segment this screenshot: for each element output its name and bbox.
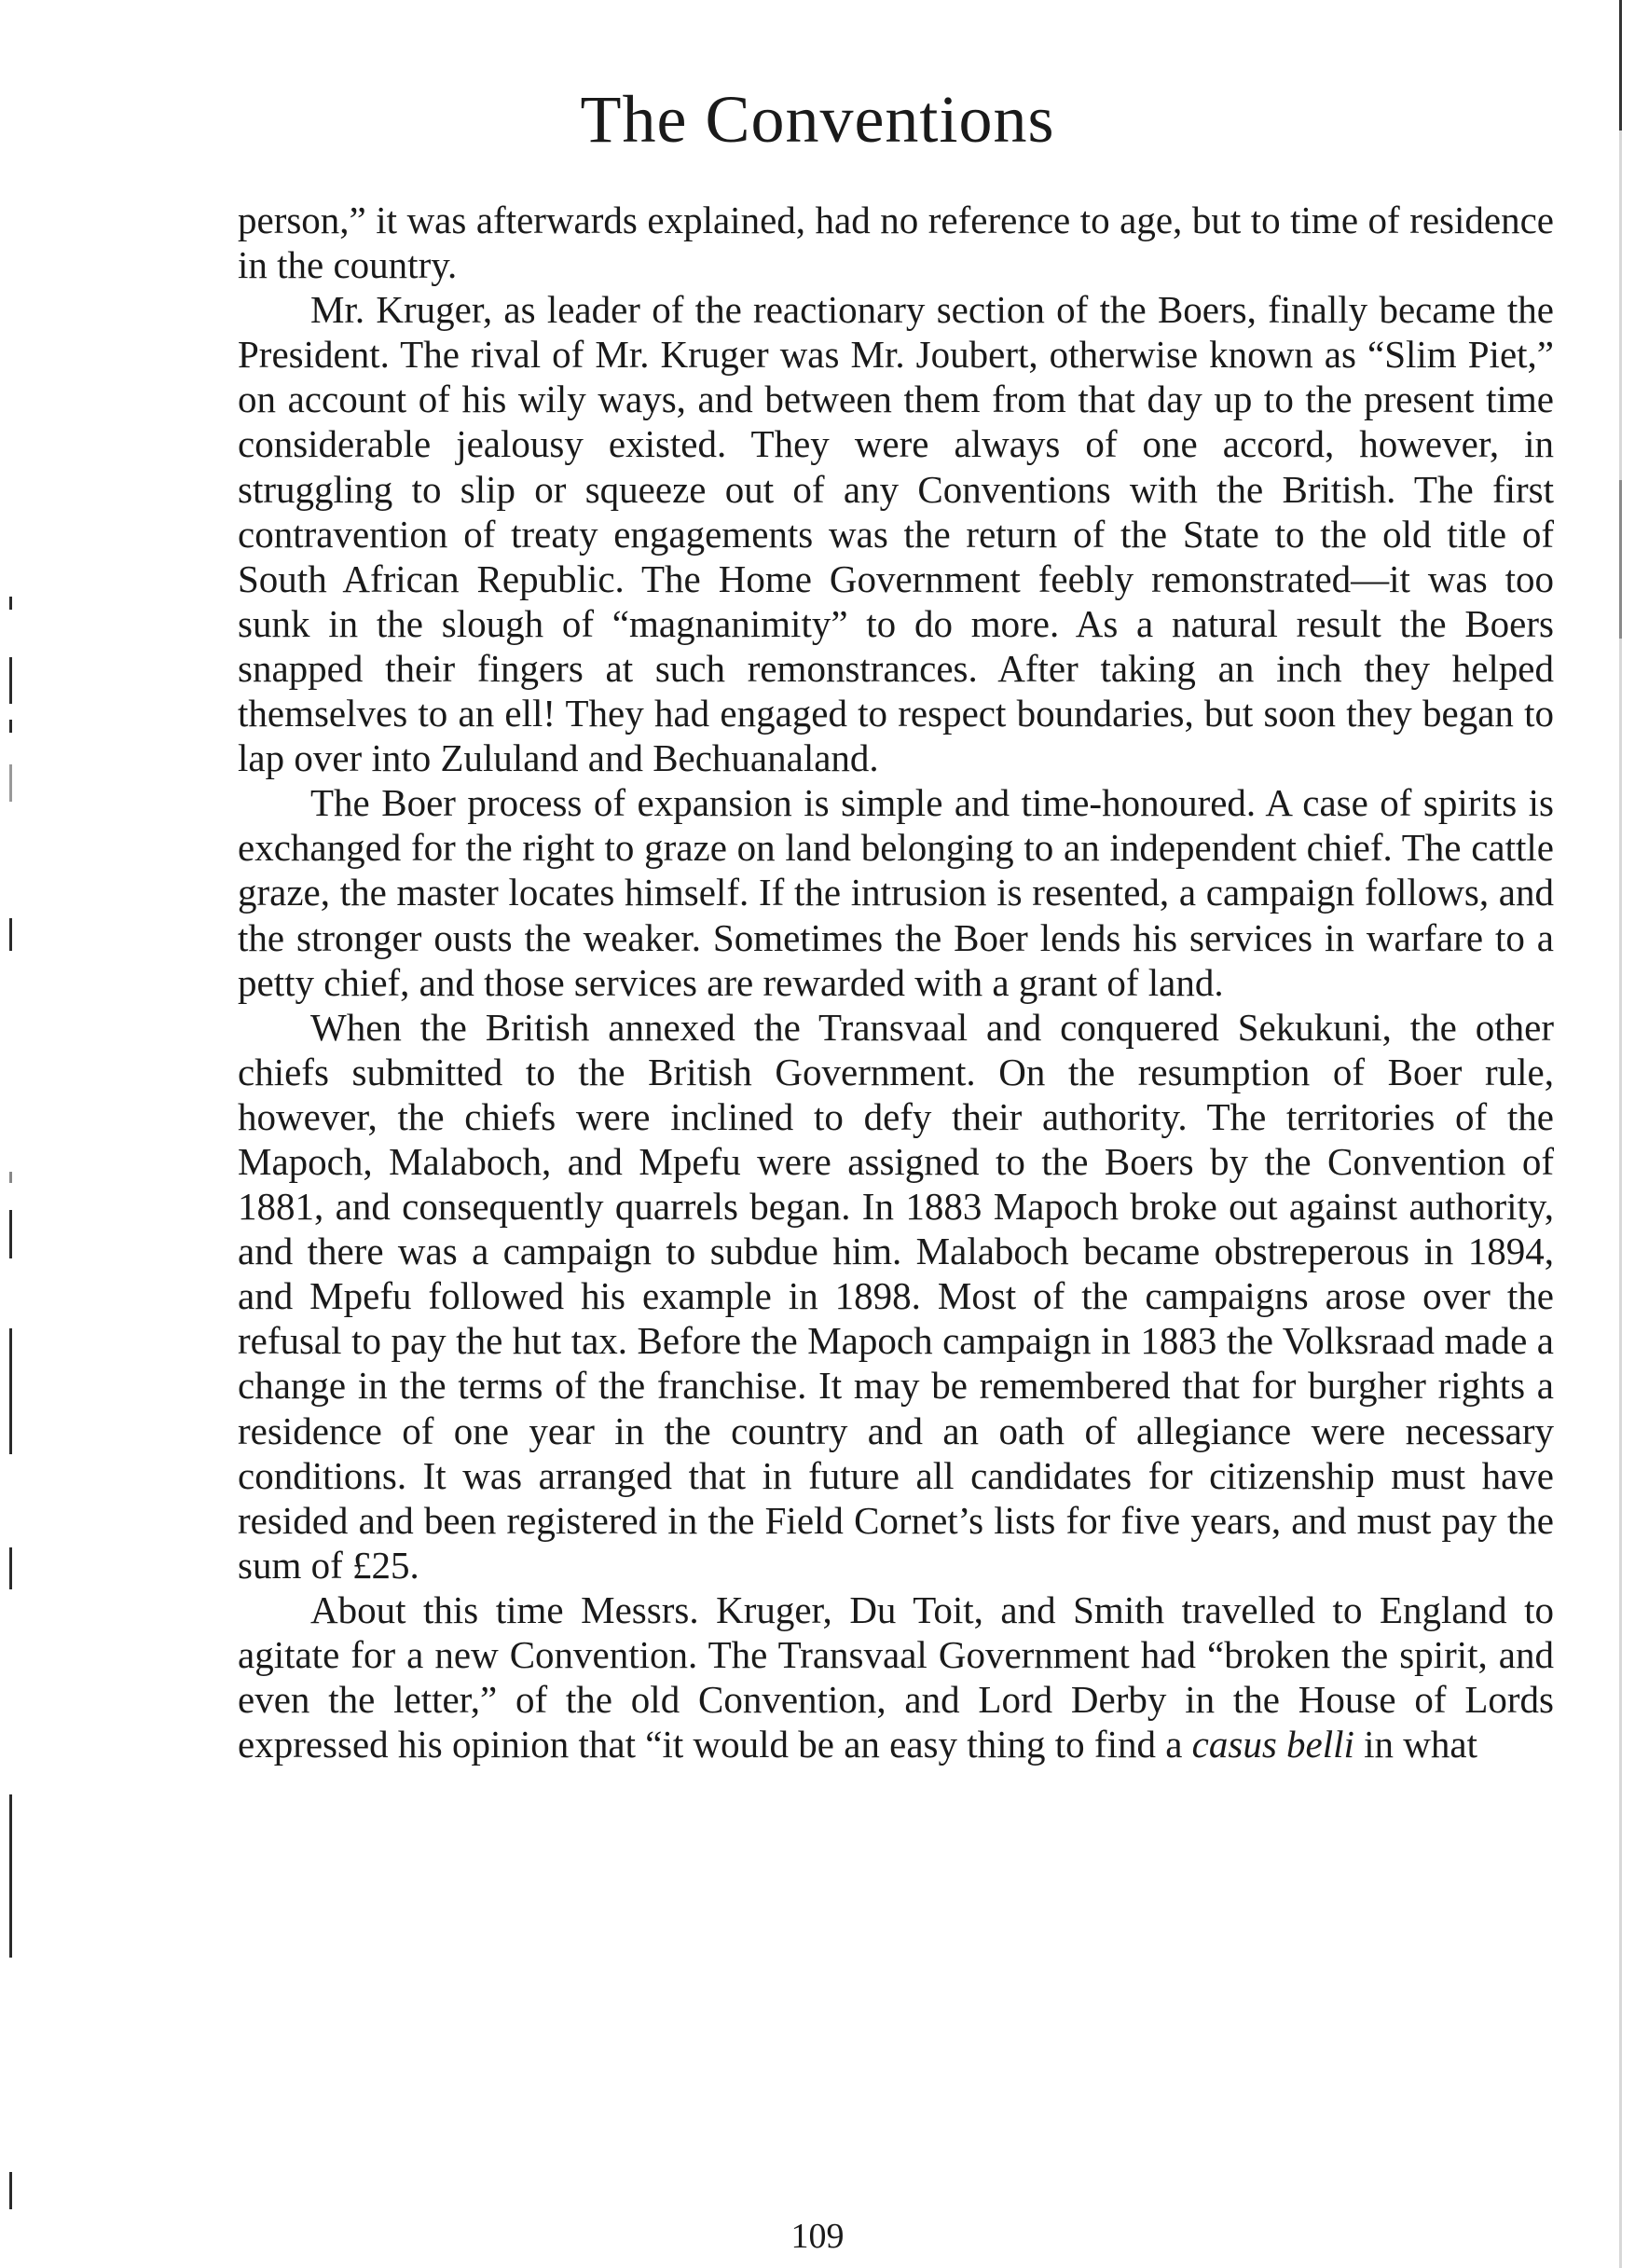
gutter-mark (9, 2172, 12, 2209)
gutter-mark (9, 1794, 12, 1958)
page-edge-line (1619, 0, 1622, 2268)
paragraph (238, 1588, 1554, 1766)
gutter-mark (9, 1172, 12, 1183)
running-head: The Conventions (580, 82, 1055, 157)
gutter-mark (9, 657, 12, 704)
gutter-mark (9, 720, 12, 733)
paragraph-continued: person,” it was afterwards explained, had no reference to age, but to time of residence in the country. (238, 199, 1554, 287)
page-number: 109 (790, 2217, 845, 2256)
page-edge-shadow (1619, 480, 1622, 639)
italic-phrase: casus belli (1191, 1723, 1354, 1766)
paragraph-text: in what (1353, 1723, 1477, 1766)
paragraph: When the British annexed the Transvaal and conquered Sekukuni, the other chiefs submitted to the British Government. On the resumption of Boer rule, however, the chiefs were inclined to defy their authority. The territories of the Mapoch, Malaboch, and Mpefu were assigned to the Boers by the Convention of 1881, and consequently quarrels began. In 1883 Mapoch broke out against authority, and there was a campaign to subdue him. Malaboch became obstreperous in 1894, and Mpefu followed his example in 1898. Most of the campaigns arose over the refusal to pay the hut tax. Before the Mapoch campaign in 1883 the Volksraad made a change in the terms of the franchise. It may be remembered that for burgher rights a residence of one year in the country and an oath of allegiance were necessary conditions. It was arranged that in future all candidates for citizenship must have resided and been registered in the Field Cornet’s lists for five years, and must pay the sum of £25. (238, 1005, 1554, 1587)
paragraph: The Boer process of expansion is simple and time-honoured. A case of spirits is exchanged for the right to graze on land belonging to an independent chief. The cattle graze, the master locates himself. If the intrusion is resented, a campaign follows, and the stronger ousts the weaker. Sometimes the Boer lends his services in warfare to a petty chief, and those services are rewarded with a grant of land. (238, 781, 1554, 1004)
gutter-mark (9, 597, 12, 610)
paragraph-text: About this time Messrs. Kruger, Du Toit, and Smith travelled to England to agitate for a new Convention. The Transvaal Government had “broken the spirit, and even the letter,” of the old Convention, and Lord Derby in the House of Lords expressed his opinion that “it would be an easy thing to find a (238, 1588, 1554, 1766)
gutter-mark (9, 1210, 12, 1258)
body-text (238, 198, 1554, 1766)
paragraph: Mr. Kruger, as leader of the reactionary section of the Boers, finally became the President. The rival of Mr. Kruger was Mr. Joubert, otherwise known as “Slim Piet,” on account of his wily ways, and between them from that day up to the present time considerable jealousy existed. They were always of one accord, however, in struggling to slip or squeeze out of any Conventions with the British. The first contravention of treaty engagements was the return of the State to the old title of South African Republic. The Home Government feebly remonstrated—it was too sunk in the slough of “magnanimity” to do more. As a natural result the Boers snapped their fingers at such remonstrances. After taking an inch they helped themselves to an ell! They had engaged to respect boundaries, but soon they began to lap over into Zululand and Bechuanaland. (238, 288, 1554, 780)
gutter-mark (9, 1328, 12, 1454)
gutter-mark (9, 918, 12, 951)
gutter-mark (9, 764, 12, 802)
gutter-mark (9, 1547, 12, 1589)
